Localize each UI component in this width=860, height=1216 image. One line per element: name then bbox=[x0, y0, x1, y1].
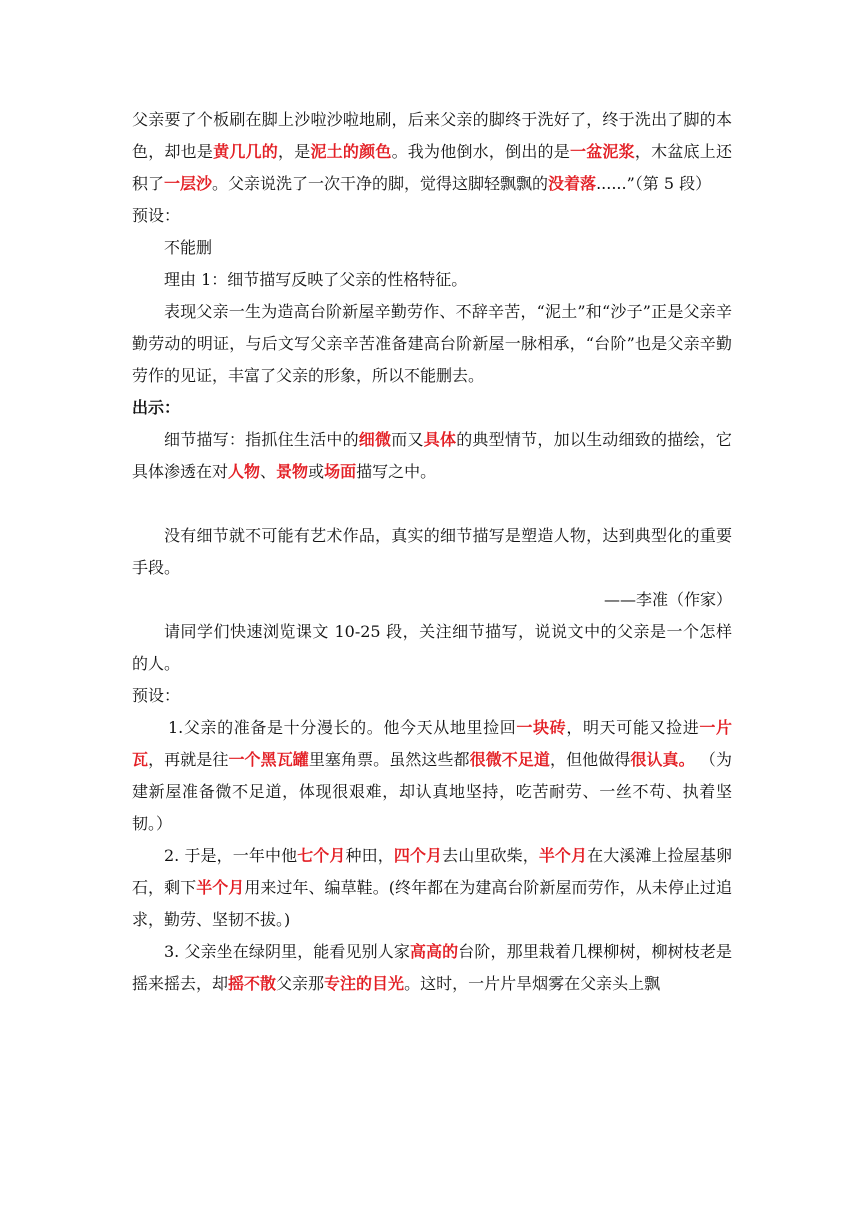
point-2 bbox=[132, 840, 732, 936]
text-run: ，是 bbox=[278, 142, 311, 161]
text-run: ，再就是往 bbox=[148, 750, 229, 769]
document-page bbox=[132, 104, 732, 1000]
preset-label-2 bbox=[132, 680, 732, 712]
definition-paragraph bbox=[132, 424, 732, 488]
text-run: 父亲要了个板刷在脚上沙啦沙啦地刷，后来父亲的脚终于洗好了，终于洗出了脚的本色，却也是 bbox=[132, 110, 732, 161]
text-run: 去山里砍柴， bbox=[442, 846, 539, 865]
text-run: 或 bbox=[308, 462, 325, 481]
text-run: 描写之中。 bbox=[356, 462, 437, 481]
text-run: ，但他做得 bbox=[550, 750, 631, 769]
text-run: 出示： bbox=[132, 398, 181, 417]
text-run: 请同学们快速浏览课文 10-25 段，关注细节描写，说说文中的父亲是一个怎样的人。 bbox=[132, 622, 732, 673]
text-run: ，明天可能又捡进 bbox=[566, 718, 700, 737]
text-run: 3. 父亲坐在绿阴里，能看见别人家 bbox=[164, 942, 410, 961]
show-label bbox=[132, 392, 732, 424]
text-run: 、 bbox=[260, 462, 277, 481]
text-run: ——李准（作家） bbox=[603, 590, 732, 609]
li-zhun-quote bbox=[132, 520, 732, 584]
highlighted-text: 七个月 bbox=[297, 846, 346, 865]
text-run: 里塞角票。虽然这些都 bbox=[308, 750, 470, 769]
text-run: 。我为他倒水，倒出的是 bbox=[391, 142, 570, 161]
highlighted-text: 一个黑瓦罐 bbox=[228, 750, 309, 769]
highlighted-text: 景物 bbox=[276, 462, 309, 481]
highlighted-text: 一盆泥浆 bbox=[569, 142, 635, 161]
text-run: 在大溪滩上捡屋基卵石，剩下 bbox=[132, 846, 732, 897]
highlighted-text: 没着落 bbox=[548, 174, 597, 193]
highlighted-text: 很微不足道 bbox=[469, 750, 551, 769]
point-3 bbox=[132, 936, 732, 1000]
text-run: 而又 bbox=[391, 430, 424, 449]
text-run: 。这时，一片片旱烟雾在父亲头上飘 bbox=[404, 974, 661, 993]
highlighted-text: 一片瓦 bbox=[132, 718, 732, 769]
highlighted-text: 黄几几的 bbox=[213, 142, 278, 161]
text-run: ......”（第 5 段） bbox=[596, 174, 712, 193]
highlighted-text: 泥土的颜色 bbox=[310, 142, 392, 161]
text-run: 用来过年、编草鞋。(终年都在为建高台阶新屋而劳作，从未停止过追求，勤劳、坚韧不拔。) bbox=[132, 878, 732, 929]
highlighted-text: 四个月 bbox=[393, 846, 443, 865]
quote-attribution bbox=[132, 584, 732, 616]
highlighted-text: 半个月 bbox=[538, 846, 588, 865]
blank-line bbox=[132, 488, 732, 520]
text-run: 不能删 bbox=[164, 238, 213, 257]
text-run: （为建新屋准备微不足道，体现很艰难，却认真地坚持，吃苦耐劳、一丝不苟、执着坚韧。） bbox=[132, 750, 732, 833]
highlighted-text: 很认真。 bbox=[630, 750, 695, 769]
highlighted-text: 摇不散 bbox=[228, 974, 277, 993]
reason-explanation bbox=[132, 296, 732, 392]
text-run: 预设： bbox=[132, 686, 181, 705]
answer-cannot-delete bbox=[132, 232, 732, 264]
highlighted-text: 人物 bbox=[228, 462, 261, 481]
text-run: 表现父亲一生为造高台阶新屋辛勤劳作、不辞辛苦，“泥土”和“沙子”正是父亲辛勤劳动的明证，与后文写父亲辛苦准备建高台阶新屋一脉相承，“台阶”也是父亲辛勤劳作的见证，丰富了父亲的形象，所以不能删去。 bbox=[132, 302, 732, 385]
point-1 bbox=[132, 712, 732, 840]
highlighted-text: 专注的目光 bbox=[324, 974, 405, 993]
text-run: 预设： bbox=[132, 206, 181, 225]
text-run: 2. 于是，一年中他 bbox=[164, 846, 298, 865]
highlighted-text: 场面 bbox=[324, 462, 357, 481]
text-run: 种田， bbox=[345, 846, 394, 865]
highlighted-text: 半个月 bbox=[196, 878, 245, 897]
text-run: 1.父亲的准备是十分漫长的。他今天从地里捡回 bbox=[168, 718, 517, 737]
text-run: 理由 1：细节描写反映了父亲的性格特征。 bbox=[164, 270, 468, 289]
quote-paragraph bbox=[132, 104, 732, 200]
task-paragraph bbox=[132, 616, 732, 680]
text-run: ，木盆底上还积了 bbox=[132, 142, 732, 193]
preset-label bbox=[132, 200, 732, 232]
text-run: 细节描写：指抓住生活中的 bbox=[164, 430, 359, 449]
text-run: 的典型情节，加以生动细致的描绘，它具体渗透在对 bbox=[132, 430, 732, 481]
reason-1 bbox=[132, 264, 732, 296]
text-run: 台阶，那里栽着几棵柳树，柳树枝老是摇来摇去，却 bbox=[132, 942, 732, 993]
highlighted-text: 细微 bbox=[358, 430, 392, 449]
text-run: 父亲那 bbox=[276, 974, 325, 993]
text-run: 。父亲说洗了一次干净的脚，觉得这脚轻飘飘的 bbox=[212, 174, 549, 193]
highlighted-text: 具体 bbox=[423, 430, 457, 449]
text-run: 没有细节就不可能有艺术作品，真实的细节描写是塑造人物，达到典型化的重要手段。 bbox=[132, 526, 732, 577]
highlighted-text: 高高的 bbox=[409, 942, 459, 961]
highlighted-text: 一层沙 bbox=[164, 174, 213, 193]
highlighted-text: 一块砖 bbox=[516, 718, 567, 737]
